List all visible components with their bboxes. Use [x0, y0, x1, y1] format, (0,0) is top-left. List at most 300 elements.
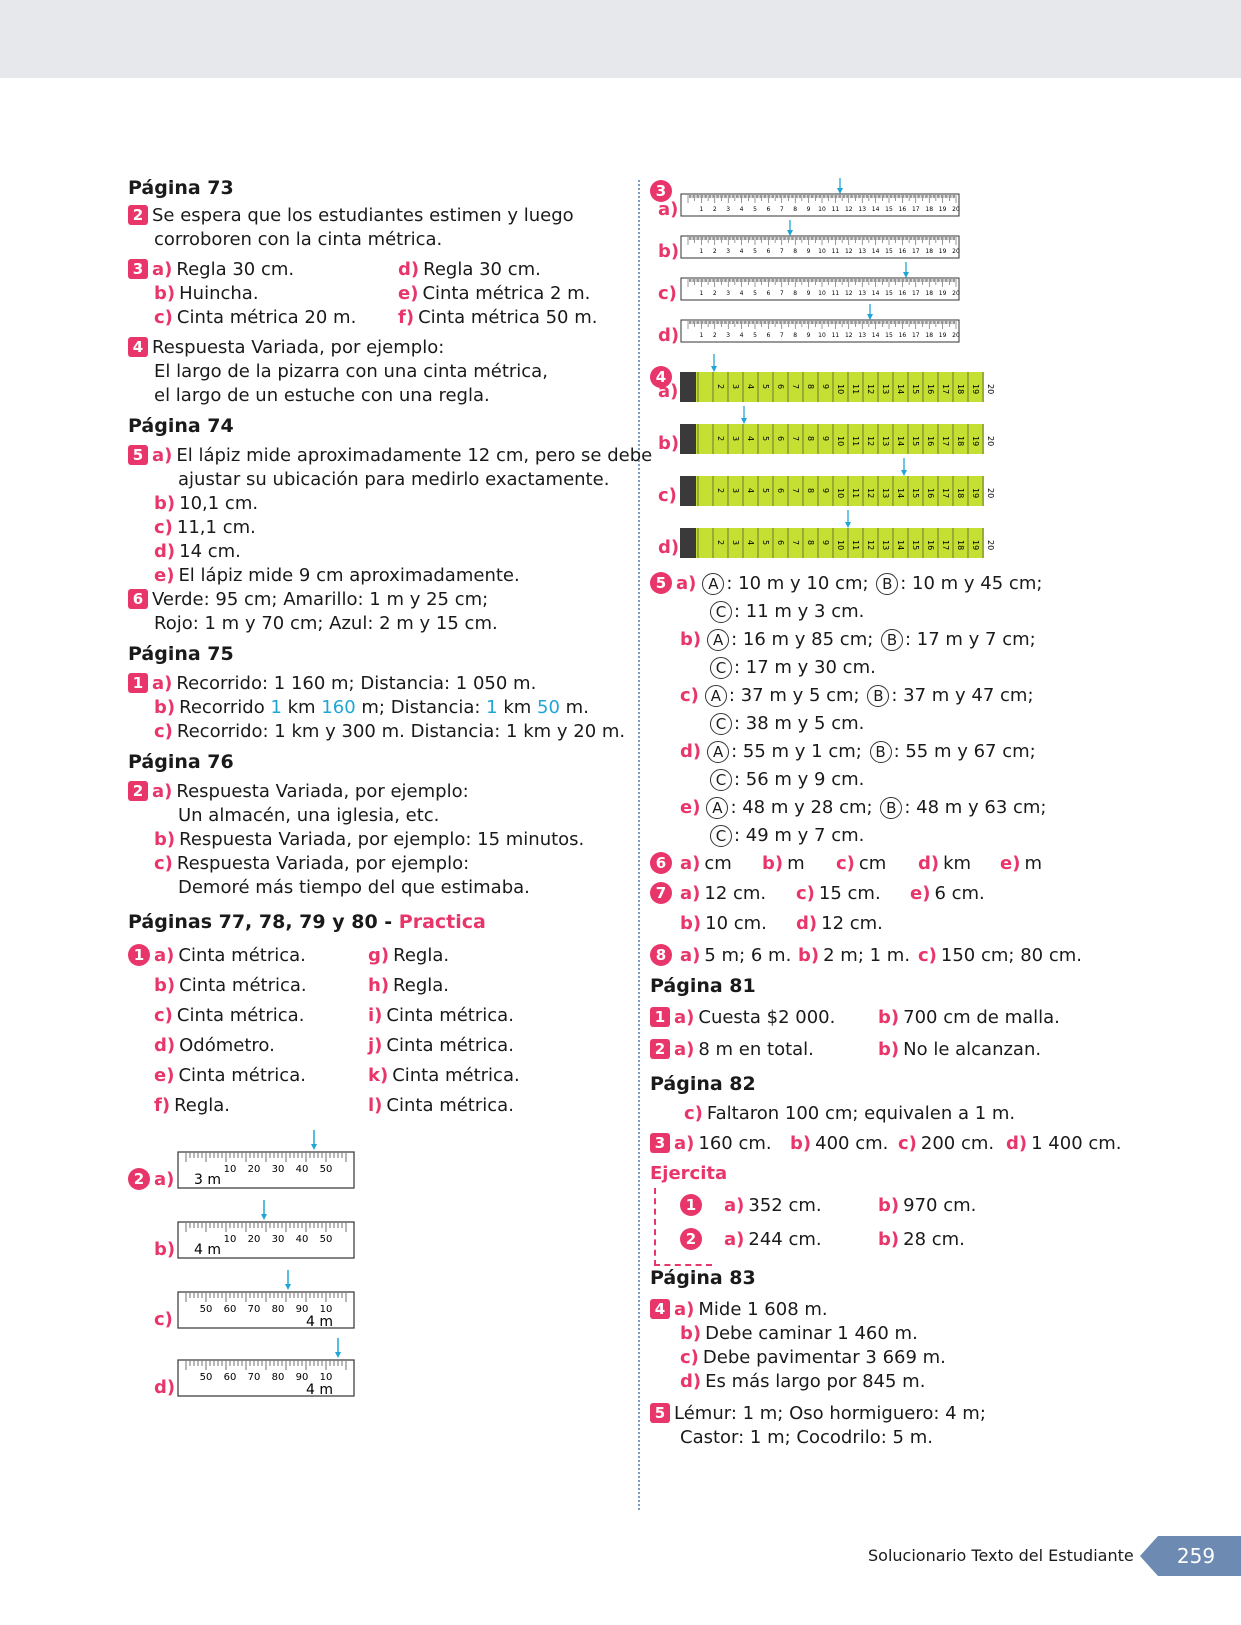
item-number: 5: [650, 1403, 670, 1423]
item-letter: d): [154, 1035, 176, 1056]
cm-label: 20: [952, 332, 960, 339]
answer-line: [154, 1064, 306, 1088]
cm-label: 10: [836, 488, 845, 499]
item-letter: c): [680, 685, 699, 706]
cm-label: 13: [858, 332, 867, 339]
item-letter: d): [658, 325, 680, 346]
item-number: 1: [128, 944, 150, 966]
item-letter: e): [398, 283, 419, 304]
item-letter: c): [154, 307, 173, 328]
item-letter: e): [1000, 853, 1021, 874]
tick-label: 60: [223, 1372, 237, 1383]
item-letter: b): [762, 853, 784, 874]
answer-b-line: [154, 696, 589, 720]
answer-text: Un almacén, una iglesia, etc.: [178, 805, 440, 826]
item-letter: d): [1006, 1133, 1028, 1154]
cm-label: 20: [952, 290, 960, 297]
cm-label: 13: [858, 206, 867, 213]
cm-label: 16: [926, 384, 935, 395]
circle-label: C: [710, 825, 732, 847]
answer-text: Cinta métrica 2 m.: [422, 283, 591, 304]
answer-text: el largo de un estuche con una regla.: [154, 385, 490, 406]
circle-label: C: [710, 713, 732, 735]
answer-line: [368, 1004, 514, 1028]
item-letter: d): [154, 541, 176, 562]
tick-label: 20: [247, 1164, 261, 1175]
answer-line: [798, 944, 910, 968]
tick-label: 80: [271, 1372, 285, 1383]
pointer-arrow-head: [741, 418, 747, 424]
cm-label: 15: [911, 384, 920, 395]
item-letter: c): [154, 1309, 173, 1330]
ruler-length-label: 3 m: [194, 1172, 221, 1188]
answer-text: Demoré más tiempo del que estimaba.: [178, 877, 530, 898]
cm-label: 3: [726, 332, 731, 339]
cm-label: 16: [898, 290, 907, 297]
item-letter: c): [898, 1133, 917, 1154]
cm-label: 4: [746, 436, 755, 442]
item-letter: b): [878, 1229, 900, 1250]
answer-text: Cinta métrica.: [386, 1035, 514, 1056]
cm-label: 8: [806, 488, 815, 494]
cm-ruler-wrap: [680, 262, 962, 307]
answer-text: : 10 m y 45 cm;: [900, 573, 1043, 594]
cm-label: 19: [938, 332, 947, 339]
item-letter: a): [152, 445, 173, 466]
answer-blue: 160: [321, 697, 356, 718]
cm-label: 6: [766, 248, 771, 255]
cm-label: 12: [866, 540, 875, 551]
pointer-arrow-head: [261, 1214, 267, 1220]
measuring-tape: [680, 510, 995, 560]
circle-label: A: [707, 629, 729, 651]
top-band: [0, 0, 1241, 78]
cm-label: 13: [881, 436, 890, 447]
circle-label: A: [707, 741, 729, 763]
answer-text: 6 cm.: [934, 883, 985, 904]
cm-label: 11: [831, 206, 840, 213]
answer-line: [708, 656, 876, 680]
circle-label: C: [710, 657, 732, 679]
cm-label: 8: [793, 290, 798, 297]
heading-text: Páginas 77, 78, 79 y 80 -: [128, 911, 399, 933]
answer-text: 700 cm de malla.: [903, 1007, 1060, 1028]
cm-label: 10: [818, 332, 826, 339]
answer-blue: 1: [486, 697, 498, 718]
cm-ruler: [680, 262, 962, 302]
cm-label: 6: [766, 290, 771, 297]
cm-label: 9: [821, 436, 830, 442]
cm-label: 11: [831, 290, 840, 297]
cm-label: 7: [779, 332, 784, 339]
page-heading-77-80: [128, 910, 486, 934]
item-letter: c): [684, 1103, 703, 1124]
answer-line: [680, 944, 791, 968]
item-letter: f): [154, 1095, 171, 1116]
cm-label: 17: [941, 488, 950, 499]
answer-line: [836, 852, 886, 876]
tick-label: 50: [199, 1304, 213, 1315]
item-letter: c): [658, 485, 677, 506]
cm-label: 4: [746, 384, 755, 390]
item-letter: f): [398, 307, 415, 328]
tape-wrap: [680, 406, 995, 461]
cm-label: 5: [753, 206, 757, 213]
tape-wrap: [680, 354, 995, 409]
answer-text: Cinta métrica.: [392, 1065, 520, 1086]
page-number-badge: [1140, 1536, 1241, 1576]
item-number: 1: [680, 1194, 702, 1216]
item-number: 2: [128, 1168, 150, 1190]
answer-text: 200 cm.: [920, 1133, 995, 1154]
cm-label: 9: [806, 290, 811, 297]
answer-text: : 16 m y 85 cm;: [731, 629, 880, 650]
cm-label: 20: [986, 384, 995, 395]
cm-label: 17: [941, 436, 950, 447]
item-letter: b): [680, 629, 702, 650]
answer-line: [918, 944, 1082, 968]
item-letter: c): [918, 945, 937, 966]
item-letter: j): [368, 1035, 383, 1056]
cm-label: 11: [831, 332, 840, 339]
cm-label: 16: [898, 332, 907, 339]
tick-label: 80: [271, 1304, 285, 1315]
item-number: 4: [128, 337, 148, 357]
page-heading-73: Página 73: [128, 177, 234, 199]
pointer-arrow-head: [711, 366, 717, 372]
meter-ruler: [176, 1270, 366, 1330]
cm-label: 9: [821, 488, 830, 494]
item-number: 5: [650, 572, 672, 594]
cm-label: 14: [896, 436, 905, 447]
pointer-arrow-head: [285, 1284, 291, 1290]
answer-line: [154, 974, 307, 998]
cm-label: 20: [986, 540, 995, 551]
item-number: 6: [650, 852, 672, 874]
item-letter: k): [368, 1065, 389, 1086]
cm-label: 13: [881, 488, 890, 499]
answer-text: Mide 1 608 m.: [698, 1299, 828, 1320]
answer-text: 970 cm.: [903, 1195, 977, 1216]
answer-text: 244 cm.: [748, 1229, 822, 1250]
answer-text: Recorrido: 1 km y 300 m. Distancia: 1 km y 20 m.: [176, 721, 626, 742]
item-number: 7: [650, 882, 672, 904]
tick-label: 10: [223, 1164, 237, 1175]
cm-label: 19: [971, 436, 980, 447]
cm-label: 15: [885, 332, 893, 339]
answer-text: : 55 m y 67 cm;: [893, 741, 1036, 762]
item-letter: c): [796, 883, 815, 904]
cm-label: 15: [911, 488, 920, 499]
answer-text: km: [281, 697, 322, 718]
answer-text: Respuesta Variada, por ejemplo: 15 minutos.: [179, 829, 585, 850]
cm-label: 14: [871, 206, 880, 213]
item-letter: l): [368, 1095, 383, 1116]
cm-label: 5: [753, 332, 757, 339]
cm-label: 3: [726, 248, 731, 255]
answer-text: cm: [858, 853, 887, 874]
answer-line: [368, 1034, 514, 1058]
item-number: 6: [128, 589, 148, 609]
answer-blue: 50: [537, 697, 560, 718]
answer-text: Debe caminar 1 460 m.: [705, 1323, 918, 1344]
cm-label: 2: [716, 384, 725, 390]
answer-line: [910, 882, 985, 906]
cm-label: 10: [836, 384, 845, 395]
answer-line: [658, 484, 681, 508]
cm-label: 5: [761, 488, 770, 494]
item-letter: b): [790, 1133, 812, 1154]
item-letter: c): [154, 721, 173, 742]
answer-line: [680, 882, 766, 906]
cm-label: 10: [836, 540, 845, 551]
answer-text: 2 m; 1 m.: [823, 945, 911, 966]
cm-label: 20: [952, 248, 960, 255]
item-letter: g): [368, 945, 390, 966]
cm-label: 17: [911, 290, 920, 297]
answer-line: [680, 852, 732, 876]
answer-line: [918, 852, 971, 876]
answer-line: [154, 1004, 304, 1028]
item-letter: a): [674, 1007, 695, 1028]
answer-line: [650, 572, 1042, 596]
item-letter: d): [680, 1371, 702, 1392]
page-heading-83: Página 83: [650, 1267, 756, 1289]
answer-line: [762, 852, 805, 876]
item-number: 3: [128, 259, 148, 279]
cm-label: 8: [806, 436, 815, 442]
cm-ruler: [680, 304, 962, 344]
item-letter: c): [658, 283, 677, 304]
cm-label: 7: [791, 540, 800, 546]
tick-label: 50: [319, 1164, 333, 1175]
answer-text: Cinta métrica.: [178, 945, 306, 966]
answer-text: Regla 30 cm.: [423, 259, 541, 280]
answer-text: 150 cm; 80 cm.: [940, 945, 1082, 966]
cm-label: 12: [844, 332, 853, 339]
cm-ruler: [680, 178, 962, 218]
item-number: 2: [680, 1228, 702, 1250]
item-number: 2: [128, 781, 148, 801]
cm-label: 12: [844, 290, 853, 297]
answer-text: 5 m; 6 m.: [704, 945, 792, 966]
answer-text: Regla.: [393, 975, 449, 996]
cm-label: 2: [716, 436, 725, 442]
answer-text: 8 m en total.: [698, 1039, 814, 1060]
answer-text: : 37 m y 5 cm;: [728, 685, 866, 706]
answer-text: m; Distancia:: [355, 697, 487, 718]
answer-text: Regla.: [174, 1095, 231, 1116]
cm-ruler: [680, 220, 962, 260]
answer-text: 352 cm.: [748, 1195, 822, 1216]
item-letter: c): [836, 853, 855, 874]
cm-label: 5: [753, 290, 757, 297]
answer-line: [368, 944, 449, 968]
cm-label: 13: [858, 248, 867, 255]
cm-label: 7: [791, 488, 800, 494]
item-letter: e): [910, 883, 931, 904]
item-letter: a): [680, 853, 701, 874]
answer-text: : 10 m y 10 cm;: [726, 573, 875, 594]
cm-label: 18: [925, 290, 934, 297]
answer-blue: 1: [270, 697, 282, 718]
cm-label: 8: [806, 384, 815, 390]
item-letter: a): [658, 199, 679, 220]
answer-line: [680, 740, 1036, 764]
item-letter: b): [878, 1007, 900, 1028]
cm-label: 3: [731, 384, 740, 390]
answer-text: km: [943, 853, 972, 874]
cm-label: 11: [851, 436, 860, 447]
cm-label: 2: [712, 332, 717, 339]
ruler-length-label: 4 m: [194, 1242, 221, 1258]
cm-label: 2: [716, 540, 725, 546]
answer-text: Es más largo por 845 m.: [705, 1371, 926, 1392]
cm-label: 2: [712, 248, 717, 255]
item-letter: b): [658, 433, 680, 454]
answer-text: 1 400 cm.: [1031, 1133, 1122, 1154]
answer-line: [680, 628, 1036, 652]
answer-text: : 37 m y 47 cm;: [891, 685, 1034, 706]
cm-label: 15: [885, 248, 893, 255]
cm-label: 19: [938, 248, 947, 255]
answer-text: No le alcanzan.: [903, 1039, 1042, 1060]
item-letter: b): [154, 283, 176, 304]
item-number: 1: [128, 673, 148, 693]
cm-label: 4: [739, 290, 744, 297]
cm-label: 12: [866, 436, 875, 447]
item-number: 3: [650, 180, 672, 202]
cm-label: 16: [926, 540, 935, 551]
answer-text: 11,1 cm.: [176, 517, 256, 538]
item-letter: c): [680, 1347, 699, 1368]
cm-label: 5: [761, 436, 770, 442]
cm-label: 9: [806, 206, 811, 213]
measuring-tape: [680, 354, 995, 404]
answer-text: Regla 30 cm.: [176, 259, 295, 280]
answer-line: [708, 600, 864, 624]
item-letter: a): [674, 1299, 695, 1320]
cm-label: 7: [779, 206, 784, 213]
cm-label: 6: [776, 384, 785, 390]
item-letter: a): [676, 573, 697, 594]
item-letter: b): [154, 1239, 176, 1260]
item-letter: e): [154, 565, 175, 586]
tick-label: 70: [247, 1304, 261, 1315]
meter-ruler-wrap: [176, 1270, 366, 1335]
answer-text: Respuesta Variada, por ejemplo:: [176, 853, 470, 874]
cm-label: 8: [793, 332, 798, 339]
cm-label: 10: [818, 248, 826, 255]
tape-case: [680, 424, 696, 454]
answer-line: [128, 1168, 178, 1192]
item-letter: h): [368, 975, 390, 996]
cm-label: 4: [746, 488, 755, 494]
cm-label: 14: [871, 332, 880, 339]
cm-label: 1: [699, 332, 704, 339]
cm-label: 8: [793, 248, 798, 255]
cm-label: 20: [986, 436, 995, 447]
item-letter: a): [674, 1039, 695, 1060]
cm-label: 3: [731, 540, 740, 546]
answer-line: [368, 974, 449, 998]
cm-label: 3: [731, 488, 740, 494]
item-letter: e): [154, 1065, 175, 1086]
cm-label: 3: [731, 436, 740, 442]
answer-text: El largo de la pizarra con una cinta métrica,: [154, 361, 548, 382]
cm-label: 2: [712, 206, 717, 213]
cm-label: 11: [851, 488, 860, 499]
answer-text: : 17 m y 30 cm.: [734, 657, 876, 678]
cm-label: 19: [971, 384, 980, 395]
item-letter: d): [918, 853, 940, 874]
page-heading-74: Página 74: [128, 415, 234, 437]
tick-label: 40: [295, 1164, 309, 1175]
item-letter: a): [658, 381, 679, 402]
cm-label: 17: [911, 332, 920, 339]
circle-label: C: [710, 601, 732, 623]
tick-label: 30: [271, 1164, 285, 1175]
circle-label: A: [702, 573, 724, 595]
item-letter: d): [658, 537, 680, 558]
answer-text: 14 cm.: [179, 541, 241, 562]
answer-text: Lémur: 1 m; Oso hormiguero: 4 m;: [674, 1403, 986, 1424]
cm-label: 9: [806, 332, 811, 339]
answer-text: ajustar su ubicación para medirlo exactamente.: [178, 469, 610, 490]
item-letter: a): [152, 259, 173, 280]
cm-label: 12: [866, 488, 875, 499]
item-letter: b): [680, 1323, 702, 1344]
answer-text: : 17 m y 7 cm;: [905, 629, 1036, 650]
answer-text: 12 cm.: [704, 883, 767, 904]
cm-label: 16: [926, 488, 935, 499]
cm-label: 10: [818, 206, 826, 213]
cm-label: 6: [766, 332, 771, 339]
answer-line: [368, 1094, 514, 1118]
item-letter: a): [674, 1133, 695, 1154]
answer-line: [658, 282, 681, 306]
cm-label: 7: [779, 290, 784, 297]
meter-ruler: [176, 1130, 366, 1190]
pointer-arrow-head: [311, 1144, 317, 1150]
cm-label: 17: [911, 206, 920, 213]
pointer-arrow-head: [787, 230, 793, 236]
meter-ruler-wrap: [176, 1200, 366, 1265]
answer-text: Respuesta Variada, por ejemplo:: [176, 781, 469, 802]
circle-label: A: [705, 685, 727, 707]
answer-text: 12 cm.: [821, 913, 883, 934]
tick-label: 90: [295, 1304, 309, 1315]
page-heading-82: Página 82: [650, 1073, 756, 1095]
item-number: 4: [650, 366, 672, 388]
answer-text: Huincha.: [179, 283, 259, 304]
page-heading-81: Página 81: [650, 975, 756, 997]
cm-label: 19: [938, 206, 947, 213]
tick-label: 60: [223, 1304, 237, 1315]
footer-title: Solucionario Texto del Estudiante: [868, 1546, 1134, 1565]
answer-text: Recorrido: [179, 697, 271, 718]
circle-label: B: [876, 573, 898, 595]
tick-label: 10: [319, 1372, 333, 1383]
cm-label: 1: [699, 248, 704, 255]
answer-text: Cinta métrica 50 m.: [418, 307, 598, 328]
pointer-arrow-head: [335, 1352, 341, 1358]
cm-label: 9: [821, 384, 830, 390]
answer-text: : 56 m y 9 cm.: [734, 769, 865, 790]
answer-text: Cinta métrica.: [179, 975, 307, 996]
answer-text: : 11 m y 3 cm.: [734, 601, 865, 622]
answer-line: [796, 912, 883, 936]
